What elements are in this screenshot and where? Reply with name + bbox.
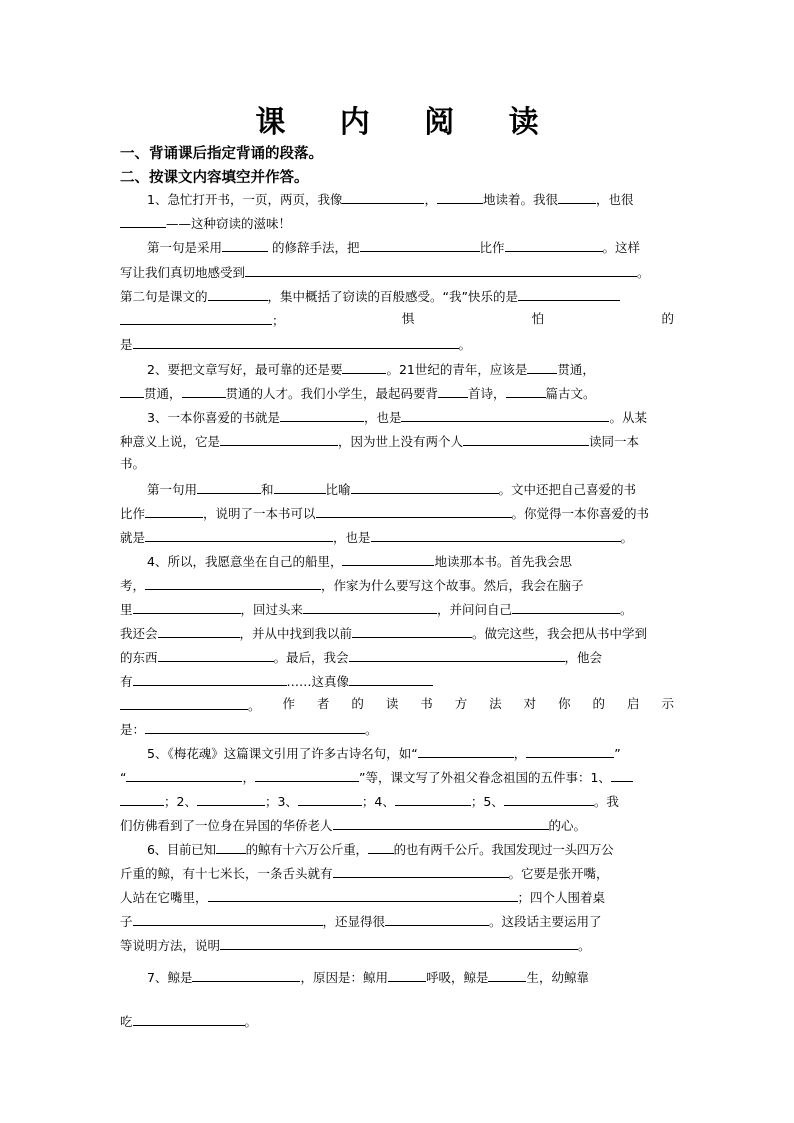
blank[interactable] bbox=[527, 358, 557, 374]
blank[interactable] bbox=[120, 790, 164, 806]
blank[interactable] bbox=[385, 910, 489, 926]
q1-line-5: 第二句是课文的 ，集中概括了窃读的百般感受。“我”快乐的是 bbox=[120, 285, 674, 305]
q1-line-1: 1、急忙打开书，一页，两页，我像 ， 地读着。我很 ，也很 bbox=[120, 188, 674, 208]
blank[interactable] bbox=[395, 790, 471, 806]
blank[interactable] bbox=[342, 358, 386, 374]
blank[interactable] bbox=[316, 502, 512, 518]
q4-line-8: 是： 。 bbox=[120, 718, 674, 738]
blank[interactable] bbox=[349, 670, 433, 686]
blank[interactable] bbox=[120, 309, 272, 325]
blank[interactable] bbox=[506, 382, 546, 398]
q6-line-2: 斤重的鲸，有十七米长，一条舌头就有 。它要是张开嘴， bbox=[120, 862, 674, 882]
q1-line-2: ——这种窃读的滋味！ bbox=[120, 212, 674, 232]
blank[interactable] bbox=[558, 188, 596, 204]
blank[interactable] bbox=[255, 766, 359, 782]
blank[interactable] bbox=[418, 742, 514, 758]
section-heading-1: 一、背诵课后指定背诵的段落。 bbox=[120, 146, 323, 162]
q1-line-3: 第一句是采用 的修辞手法，把 比作 。这样 bbox=[120, 236, 674, 256]
q4-line-7: 。 作 者 的 读 书 方 法 对 你 的 启 示 bbox=[120, 694, 674, 714]
blank[interactable] bbox=[333, 862, 509, 878]
q4-line-4: 我还会 ，并从中找到我以前 。做完这些，我会把从书中学到 bbox=[120, 622, 674, 642]
blank[interactable] bbox=[303, 598, 437, 614]
blank[interactable] bbox=[182, 382, 226, 398]
blank[interactable] bbox=[512, 598, 620, 614]
blank[interactable] bbox=[245, 261, 637, 277]
blank[interactable] bbox=[197, 478, 261, 494]
q3-line-2: 种意义上说，它是 ，因为世上没有两个人 读同一本 bbox=[120, 430, 674, 450]
blank[interactable] bbox=[220, 934, 578, 950]
section-heading-2: 二、按课文内容填空并作答。 bbox=[120, 170, 309, 186]
q3-line-5: 比作 ，说明了一本书可以 。你觉得一本你喜爱的书 bbox=[120, 502, 674, 522]
q6-line-1: 6、目前已知 的鲸有十六万公斤重， 的也有两千公斤。我国发现过一头四万公 bbox=[120, 838, 674, 858]
blank[interactable] bbox=[120, 382, 144, 398]
q6-line-3: 人站在它嘴里， ；四个人围着桌 bbox=[120, 886, 674, 906]
blank[interactable] bbox=[208, 886, 518, 902]
blank[interactable] bbox=[368, 838, 394, 854]
q3-line-3: 书。 bbox=[120, 456, 146, 471]
blank[interactable] bbox=[352, 622, 472, 638]
blank[interactable] bbox=[126, 766, 242, 782]
q3-line-6: 就是 ，也是 。 bbox=[120, 526, 674, 546]
blank[interactable] bbox=[280, 406, 364, 422]
blank[interactable] bbox=[145, 502, 203, 518]
blank[interactable] bbox=[388, 966, 426, 982]
blank[interactable] bbox=[333, 814, 549, 830]
blank[interactable] bbox=[120, 212, 166, 228]
q4-line-1: 4、所以，我愿意坐在自己的船里， 地读那本书。首先我会思 bbox=[120, 550, 674, 570]
blank[interactable] bbox=[120, 694, 248, 710]
blank[interactable] bbox=[526, 742, 614, 758]
blank[interactable] bbox=[438, 382, 468, 398]
q5-line-2: “ ， ”等，课文写了外祖父眷念祖国的五件事：1、 bbox=[120, 766, 674, 786]
q4-line-5: 的东西 。最后，我会 ，他会 bbox=[120, 646, 674, 666]
q5-line-3: ；2、 ；3、 ；4、 ；5、 。我 bbox=[120, 790, 674, 810]
blank[interactable] bbox=[504, 790, 594, 806]
q2-line-1: 2、要把文章写好，最可靠的还是要 。21世纪的青年，应该是 贯通， bbox=[120, 358, 674, 378]
q4-line-6: 有 ……这真像 bbox=[120, 670, 674, 690]
blank[interactable] bbox=[158, 646, 274, 662]
blank[interactable] bbox=[298, 790, 362, 806]
blank[interactable] bbox=[360, 236, 480, 252]
blank[interactable] bbox=[192, 966, 300, 982]
blank[interactable] bbox=[349, 646, 565, 662]
blank[interactable] bbox=[133, 1010, 245, 1026]
blank[interactable] bbox=[437, 188, 483, 204]
q4-line-3: 里 ，回过头来 ，并问问自己 。 bbox=[120, 598, 674, 618]
blank[interactable] bbox=[133, 670, 287, 686]
blank[interactable] bbox=[371, 526, 621, 542]
blank[interactable] bbox=[611, 766, 633, 782]
q3-line-1: 3、一本你喜爱的书就是 ，也是 。从某 bbox=[120, 406, 674, 426]
blank[interactable] bbox=[133, 333, 459, 349]
blank[interactable] bbox=[222, 236, 268, 252]
q7-line-1: 7、鲸是 ，原因是：鲸用 呼吸，鲸是 生，幼鲸靠 bbox=[120, 966, 674, 986]
blank[interactable] bbox=[505, 236, 603, 252]
blank[interactable] bbox=[145, 718, 365, 734]
q4-line-2: 考， ，作家为什么要写这个故事。然后，我会在脑子 bbox=[120, 574, 674, 594]
q6-line-5: 等说明方法，说明 。 bbox=[120, 934, 674, 954]
blank[interactable] bbox=[216, 838, 246, 854]
blank[interactable] bbox=[158, 622, 240, 638]
blank[interactable] bbox=[145, 574, 321, 590]
blank[interactable] bbox=[208, 285, 268, 301]
blank[interactable] bbox=[220, 430, 338, 446]
blank[interactable] bbox=[342, 550, 434, 566]
q2-line-2: 贯通， 贯通的人才。我们小学生，最起码要背 首诗， 篇古文。 bbox=[120, 382, 674, 402]
blank[interactable] bbox=[463, 430, 589, 446]
blank[interactable] bbox=[488, 966, 526, 982]
q3-line-4: 第一句用 和 比喻 。文中还把自己喜爱的书 bbox=[120, 478, 674, 498]
q5-line-4: 们仿佛看到了一位身在异国的华侨老人 的心。 bbox=[120, 814, 674, 834]
blank[interactable] bbox=[133, 598, 241, 614]
blank[interactable] bbox=[274, 478, 326, 494]
q6-line-4: 子 ，还显得很 。这段话主要运用了 bbox=[120, 910, 674, 930]
blank[interactable] bbox=[351, 478, 499, 494]
blank[interactable] bbox=[145, 526, 333, 542]
q1-line-6: ； 惧 怕 的 bbox=[120, 309, 674, 329]
q7-line-2: 吃 。 bbox=[120, 1010, 674, 1030]
blank[interactable] bbox=[342, 188, 424, 204]
q5-line-1: 5、《梅花魂》这篇课文引用了许多古诗名句，如“ ， ” bbox=[120, 742, 674, 762]
q1-line-7: 是 。 bbox=[120, 333, 674, 353]
blank[interactable] bbox=[401, 406, 609, 422]
blank[interactable] bbox=[518, 285, 620, 301]
q1-line-4: 写让我们真切地感受到 。 bbox=[120, 261, 674, 281]
page-title: 课 内 阅 读 bbox=[255, 105, 561, 140]
blank[interactable] bbox=[197, 790, 265, 806]
blank[interactable] bbox=[133, 910, 323, 926]
